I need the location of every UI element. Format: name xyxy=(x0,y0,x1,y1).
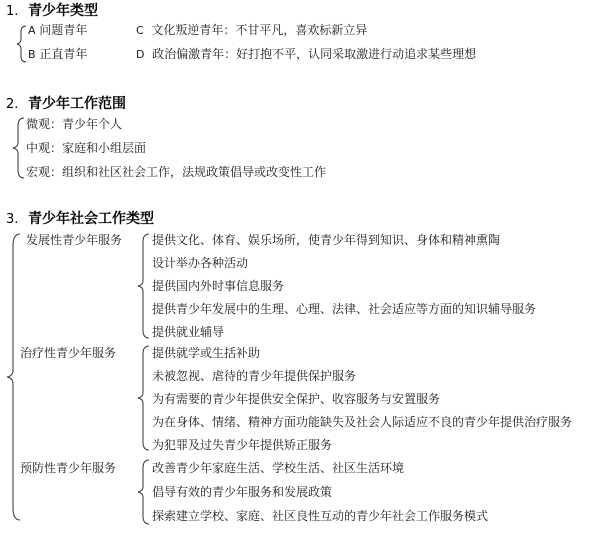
remedial-item: 为在身体、情绪、精神方面功能缺失及社会人际适应不良的青少年提供治疗服务 xyxy=(152,415,573,429)
section-1-title: 青少年类型 xyxy=(28,3,98,19)
section-3-number: 3. xyxy=(6,212,19,227)
type-item-b xyxy=(28,46,87,63)
section-3-outer-brace xyxy=(6,232,22,522)
preventive-item: 改善青少年家庭生活、学校生活、社区生活环境 xyxy=(152,461,405,475)
scope-micro: 微观：青少年个人 xyxy=(26,117,123,131)
group-preventive-label: 预防性青少年服务 xyxy=(20,461,117,475)
scope-macro: 宏观：组织和社区社会工作，法规政策倡导或改变性工作 xyxy=(26,165,327,179)
type-item-a-text: 问题青年 xyxy=(39,23,88,37)
type-item-b-text: 正直青年 xyxy=(39,47,88,61)
group-developmental-brace xyxy=(137,232,151,340)
group-developmental-label: 发展性青少年服务 xyxy=(26,233,123,247)
preventive-item: 倡导有效的青少年服务和发展政策 xyxy=(152,485,333,499)
section-2-heading xyxy=(6,93,126,113)
group-remedial-label: 治疗性青少年服务 xyxy=(20,346,117,360)
type-item-a xyxy=(28,22,87,39)
type-item-d xyxy=(136,46,476,63)
scope-meso: 中观：家庭和小组层面 xyxy=(26,141,147,155)
developmental-item: 提供文化、体育、娱乐场所，使青少年得到知识、身体和精神熏陶 xyxy=(152,233,501,247)
section-2-title: 青少年工作范围 xyxy=(28,96,126,112)
type-item-c-letter: C xyxy=(136,24,144,37)
type-item-c-text: 文化叛逆青年：不甘平凡，喜欢标新立异 xyxy=(151,23,368,37)
section-1-heading xyxy=(6,0,98,20)
remedial-item: 未被忽视、虐待的青少年提供保护服务 xyxy=(152,369,357,383)
type-item-b-letter: B xyxy=(28,48,36,61)
section-3-title: 青少年社会工作类型 xyxy=(28,211,154,227)
developmental-item: 提供青少年发展中的生理、心理、法律、社会适应等方面的知识辅导服务 xyxy=(152,302,537,316)
remedial-item: 提供就学或生括补助 xyxy=(152,346,261,360)
developmental-item: 提供就业辅导 xyxy=(152,325,225,339)
preventive-item: 探索建立学校、家庭、社区良性互动的青少年社会工作服务模式 xyxy=(152,509,489,523)
type-item-d-letter: D xyxy=(136,48,145,61)
section-1-brace xyxy=(16,24,28,64)
section-3-heading xyxy=(6,208,154,228)
remedial-item: 为犯罪及过失青少年提供矫正服务 xyxy=(152,438,333,452)
developmental-item: 提供国内外时事信息服务 xyxy=(152,279,285,293)
section-2-number: 2. xyxy=(6,97,19,112)
section-2-brace xyxy=(12,116,26,180)
group-remedial-brace xyxy=(137,344,151,452)
type-item-a-letter: A xyxy=(28,24,36,37)
developmental-item: 设计举办各种活动 xyxy=(152,256,249,270)
group-preventive-brace xyxy=(137,458,151,526)
type-item-c xyxy=(136,22,367,39)
section-1-number: 1. xyxy=(6,4,19,19)
type-item-d-text: 政治偏激青年：好打抱不平，认同采取激进行动追求某些理想 xyxy=(152,47,477,61)
remedial-item: 为有需要的青少年提供安全保护、收容服务与安置服务 xyxy=(152,392,441,406)
